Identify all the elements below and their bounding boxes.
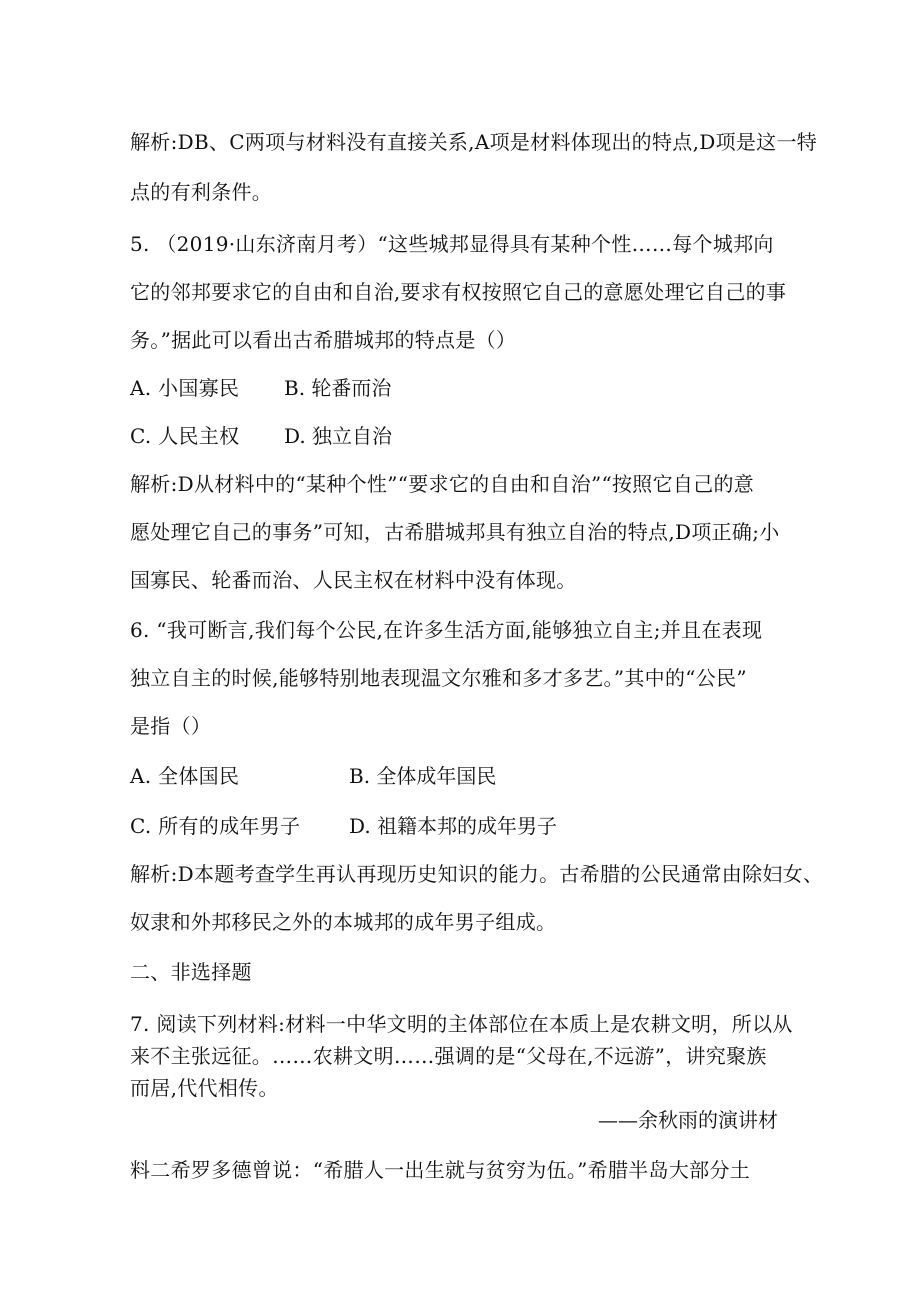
- q6-stem-line-3: 是指（）: [130, 714, 212, 738]
- q7-stem-line-1: 7. 阅读下列材料:材料一中华文明的主体部位在本质上是农耕文明，所以从: [130, 1012, 793, 1036]
- q6-stem-line-2: 独立自主的时候,能够特别地表现温文尔雅和多才多艺。”其中的“公民”: [130, 666, 747, 690]
- q6-analysis-line-2: 奴隶和外邦移民之外的本城邦的成年男子组成。: [130, 910, 557, 934]
- q5-option-d: D. 独立自治: [284, 424, 393, 448]
- q5-analysis-line-1: 解析:D从材料中的“某种个性”“要求它的自由和自治”“按照它自己的意: [130, 472, 755, 496]
- q4-analysis-line-2: 点的有利条件。: [130, 180, 273, 204]
- q6-stem-line-1: 6. “我可断言,我们每个公民,在许多生活方面,能够独立自主;并且在表现: [130, 618, 763, 642]
- q7-material-2-line-1: 料二希罗多德曾说：“希腊人一出生就与贫穷为伍。”希腊半岛大部分土: [130, 1158, 751, 1182]
- q6-option-a: A. 全体国民: [130, 764, 240, 788]
- q5-option-c: C. 人民主权: [130, 424, 240, 448]
- q5-stem-line-3: 务。”据此可以看出古希腊城邦的特点是（）: [130, 328, 517, 352]
- q7-stem-line-3: 而居,代代相传。: [130, 1076, 279, 1100]
- section-heading: 二、非选择题: [130, 960, 252, 984]
- q4-analysis-line-1: 解析:DB、C两项与材料没有直接关系,A项是材料体现出的特点,D项是这一特: [130, 130, 818, 154]
- q6-option-b: B. 全体成年国民: [349, 764, 497, 788]
- q6-option-d: D. 祖籍本邦的成年男子: [349, 814, 558, 838]
- q5-stem-line-2: 它的邻邦要求它的自由和自治,要求有权按照它自己的意愿处理它自己的事: [130, 280, 787, 304]
- q5-stem-line-1: 5. （2019·山东济南月考）“这些城邦显得具有某种个性……每个城邦向: [130, 232, 774, 256]
- q7-stem-line-2: 来不主张远征。……农耕文明……强调的是“父母在,不远游”，讲究聚族: [130, 1044, 767, 1068]
- q5-analysis-line-3: 国寡民、轮番而治、人民主权在材料中没有体现。: [130, 568, 577, 592]
- attribution: ——余秋雨的演讲材: [598, 1108, 778, 1132]
- q6-analysis-line-1: 解析:D本题考查学生再认再现历史知识的能力。古希腊的公民通常由除妇女、: [130, 862, 824, 886]
- q5-option-b: B. 轮番而治: [284, 376, 392, 400]
- q5-option-a: A. 小国寡民: [130, 376, 240, 400]
- q6-option-c: C. 所有的成年男子: [130, 814, 301, 838]
- q5-analysis-line-2: 愿处理它自己的事务”可知，古希腊城邦具有独立自治的特点,D项正确;小: [130, 520, 780, 544]
